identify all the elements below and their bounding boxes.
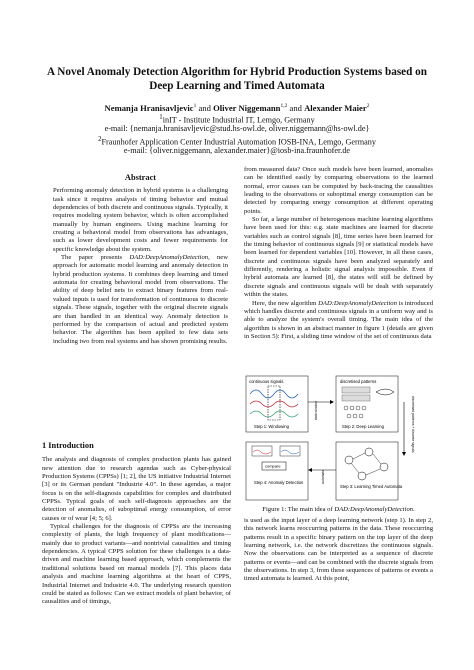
author-3-sup: 2 bbox=[366, 103, 370, 109]
automaton-state-1 bbox=[345, 456, 353, 464]
arrow-head-3 bbox=[308, 468, 312, 472]
data-window-label: data window bbox=[314, 401, 318, 420]
step3-label: Step 3: Learning Timed Automata bbox=[340, 484, 403, 489]
abstract-p2-emphasis: DAD:DeepAnomalyDetection bbox=[129, 254, 209, 262]
net-node-2 bbox=[350, 406, 354, 410]
automaton-state-3 bbox=[380, 463, 388, 471]
net-node-4 bbox=[362, 406, 366, 410]
sliding-window bbox=[268, 386, 280, 420]
abstract-p2-start: The paper presents bbox=[61, 254, 130, 262]
automaton-state-2 bbox=[365, 448, 373, 456]
author-and-1: and bbox=[198, 102, 211, 113]
automata-label: automata bbox=[321, 469, 325, 484]
paper-title bbox=[30, 66, 444, 93]
step3-box bbox=[336, 442, 398, 500]
right-p3-emphasis: DAD:DeepAnomalyDetection bbox=[318, 299, 397, 307]
net-node-1 bbox=[344, 406, 348, 410]
right-paragraph-2: So far, a large number of heterogenous machine learning algorithms have been used for this: e.g. state machines are learned for discrete variables such as control signals [8], time series have been learned for the timing behavior of continuous signals [9] or statistical models have been learned for dependent variables [10]. However, in all these cases, discrete and continuous signals have been analyzed separately and differently, rendering a holistic signal analysis impossible. Even if hybrid automata are learned [8], the states will still be defined by discrete signals and continuous signals will be dealt with separately within the states. bbox=[244, 216, 433, 299]
author-and-2: and bbox=[289, 102, 302, 113]
abstract-paragraph-1: Performing anomaly detection in hybrid systems is a challenging task since it requires analysis of timing behavior and mutual dependencies of both discrete and continuous signals. Typically, it requires modeling system behavior, which is often accomplished manually by human engineers. Using machine learning for creating a behavioral model from observations has advantages, such as lower development costs and fewer requirements for specific knowledge about the system. bbox=[53, 187, 228, 253]
pattern-loop bbox=[376, 389, 394, 395]
net-node-6 bbox=[353, 414, 357, 418]
step2-label: Step 2: Deep Learning bbox=[342, 424, 384, 429]
transition-4 bbox=[351, 463, 359, 473]
email-1: e-mail: {nemanja.hranisavljevic@stud.hs-owl.de, oliver.niggemann@hs-owl.de} bbox=[104, 124, 370, 133]
affiliation-2-sup: 2 bbox=[98, 136, 102, 143]
step4-box bbox=[246, 442, 308, 500]
right-column-top bbox=[244, 166, 433, 341]
right-p3-start: Here, the new algorithm bbox=[252, 299, 319, 307]
author-2: Oliver Niggemann bbox=[213, 102, 281, 113]
abstract-heading: Abstract bbox=[124, 173, 157, 182]
transition-3 bbox=[366, 469, 380, 475]
intro-paragraph-2: Typical challenges for the diagnosis of CPPSs are the increasing complexity of plants, the high frequency of plant modifications—mainly due to product variants—and nontrivial causalities and timing dependencies. A typical CPPS solution for these challenges is a data-driven and machine learning based approach, which complements the traditional solutions based on manual models [7]. This places data analysis and machine learning algorithms at the heart of CPPS, Industrial Internet and Industrie 4.0. The underlying research question could be stated as follows: Can we extract models of plant behavior, of causalities and of timings, bbox=[42, 523, 231, 606]
net-node-3 bbox=[356, 406, 360, 410]
author-1: Nemanja Hranisavljevic bbox=[104, 102, 194, 113]
right-p3-rest: is introduced which handles discrete and continuous signals in a uniform way and is able to analyze the system's overall timing. The main idea of the algorithm is shown in an abstract manner in figure 1 (details are given in Section 5): First, a sliding time window of the set of continuous data bbox=[244, 299, 433, 340]
arrow-head-1 bbox=[330, 400, 334, 404]
caption-suffix: . bbox=[413, 506, 415, 513]
step4-signal-1 bbox=[253, 450, 271, 454]
introduction-section bbox=[42, 434, 231, 607]
discretised-patterns-label: discretised patterns bbox=[340, 379, 377, 384]
author-2-sup: 1,2 bbox=[280, 103, 288, 109]
side-label: discretised patterns + discrete signals bbox=[411, 396, 415, 453]
affiliation-1-sup: 1 bbox=[159, 114, 163, 121]
right-paragraph-1: from measured data? Once such models have been learned, anomalies can be identified easily by comparing observations to the learned normal, error causes can be computed by back-tracing the causalities leading to the observations or suboptimal energy consumption can be detected by comparing energy consumption at different operating points. bbox=[244, 166, 433, 215]
figure-1-svg bbox=[244, 372, 433, 504]
right-paragraph-3 bbox=[244, 300, 433, 342]
continuous-signals-label: continuous signals bbox=[249, 379, 284, 384]
net-node-5 bbox=[347, 414, 351, 418]
author-list bbox=[30, 101, 444, 114]
intro-paragraph-1: The analysis and diagnosis of complex production plants has gained new attention due to research agendas such as Cyber-physical Production Systems (CPPSs) [1; 2], the US initiative Industrial Internet [3] or its German pendant "Industrie 4.0". In these agendas, a major focus is on the self-diagnosis capabilities for complex and distributed CPPSs. Typical goals of such self-diagnosis approaches are the detection of anomalies, of suboptimal energy consumption, of error causes or of wear [4; 5; 6]. bbox=[42, 456, 231, 522]
signal-wave-1 bbox=[250, 390, 298, 398]
transition-1 bbox=[353, 453, 365, 459]
signal-wave-3 bbox=[250, 411, 298, 417]
step4-signal-box-2 bbox=[280, 446, 300, 456]
affiliation-1-text: inIT - Institute Industrial IT, Lemgo, Germany bbox=[162, 115, 315, 125]
abstract-paragraph-2 bbox=[53, 254, 228, 346]
step1-label: Step 1: Windowing bbox=[254, 424, 289, 429]
step4-signal-box-1 bbox=[252, 446, 272, 456]
caption-prefix: Figure 1: The main idea of bbox=[262, 506, 335, 513]
transition-2 bbox=[373, 454, 381, 464]
net-node-7 bbox=[359, 414, 363, 418]
email-2: e-mail: {oliver.niggemann, alexander.maier}@iosb-ina.fraunhofer.de bbox=[123, 146, 351, 155]
abstract-p2-rest: , new approach for automatic model learning and anomaly detection in hybrid production systems. It combines deep learning and timed automata for creating behavioral model from observations. The ability of deep belief nets to extract binary features from real-valued inputs is used for transformation of continuous to discrete signals. These signals, together with the original discrete signals are than handled in an identical way. Anomaly detection is performed by the comparison of actual and predicted system behavior. The algorithm has been applied to few data sets including two from real systems and has shown promising results. bbox=[53, 254, 228, 345]
arrow-head-2 bbox=[402, 452, 406, 456]
caption-emphasis: DAD:DeepAnomalyDetection bbox=[334, 506, 414, 513]
right-paragraph-4: is used as the input layer of a deep learning network (step 1). In step 2, this network learns reoccurring patterns in the data. These reoccurring patterns result in a specific binary pattern on the top layer of the deep learning network, i.e. the network discretizes the continuous signals. Now the observations can be interpreted as a sequence of discrete patterns or events—and can be combined with the discrete signals from the observations. In step 3, from these sequences of patterns or events a timed automata is learned. At this point, bbox=[244, 517, 433, 583]
author-3: Alexander Maier bbox=[304, 102, 367, 113]
binary-pattern-2 bbox=[342, 395, 370, 401]
abstract-section bbox=[53, 174, 228, 346]
figure-1-diagram bbox=[244, 372, 433, 504]
automaton-state-4 bbox=[358, 472, 366, 480]
step4-label: Step 4: Anomaly Detection bbox=[254, 480, 304, 485]
title-line-1: A Novel Anomaly Detection Algorithm for Hybrid Production Systems based on bbox=[47, 66, 427, 78]
title-line-2: Deep Learning and Timed Automata bbox=[149, 79, 325, 92]
author-1-sup: 1 bbox=[193, 103, 197, 109]
binary-pattern-1 bbox=[342, 387, 370, 393]
figure-1-caption bbox=[244, 506, 433, 513]
introduction-heading: 1 Introduction bbox=[42, 441, 94, 450]
right-column-bottom bbox=[244, 517, 433, 584]
step4-signal-2 bbox=[281, 450, 299, 454]
signal-wave-2 bbox=[250, 401, 298, 407]
compare-label: compare bbox=[265, 463, 281, 469]
affiliation-2-text: Fraunhofer Application Center Industrial Automation IOSB-INA, Lemgo, Germany bbox=[101, 137, 376, 147]
